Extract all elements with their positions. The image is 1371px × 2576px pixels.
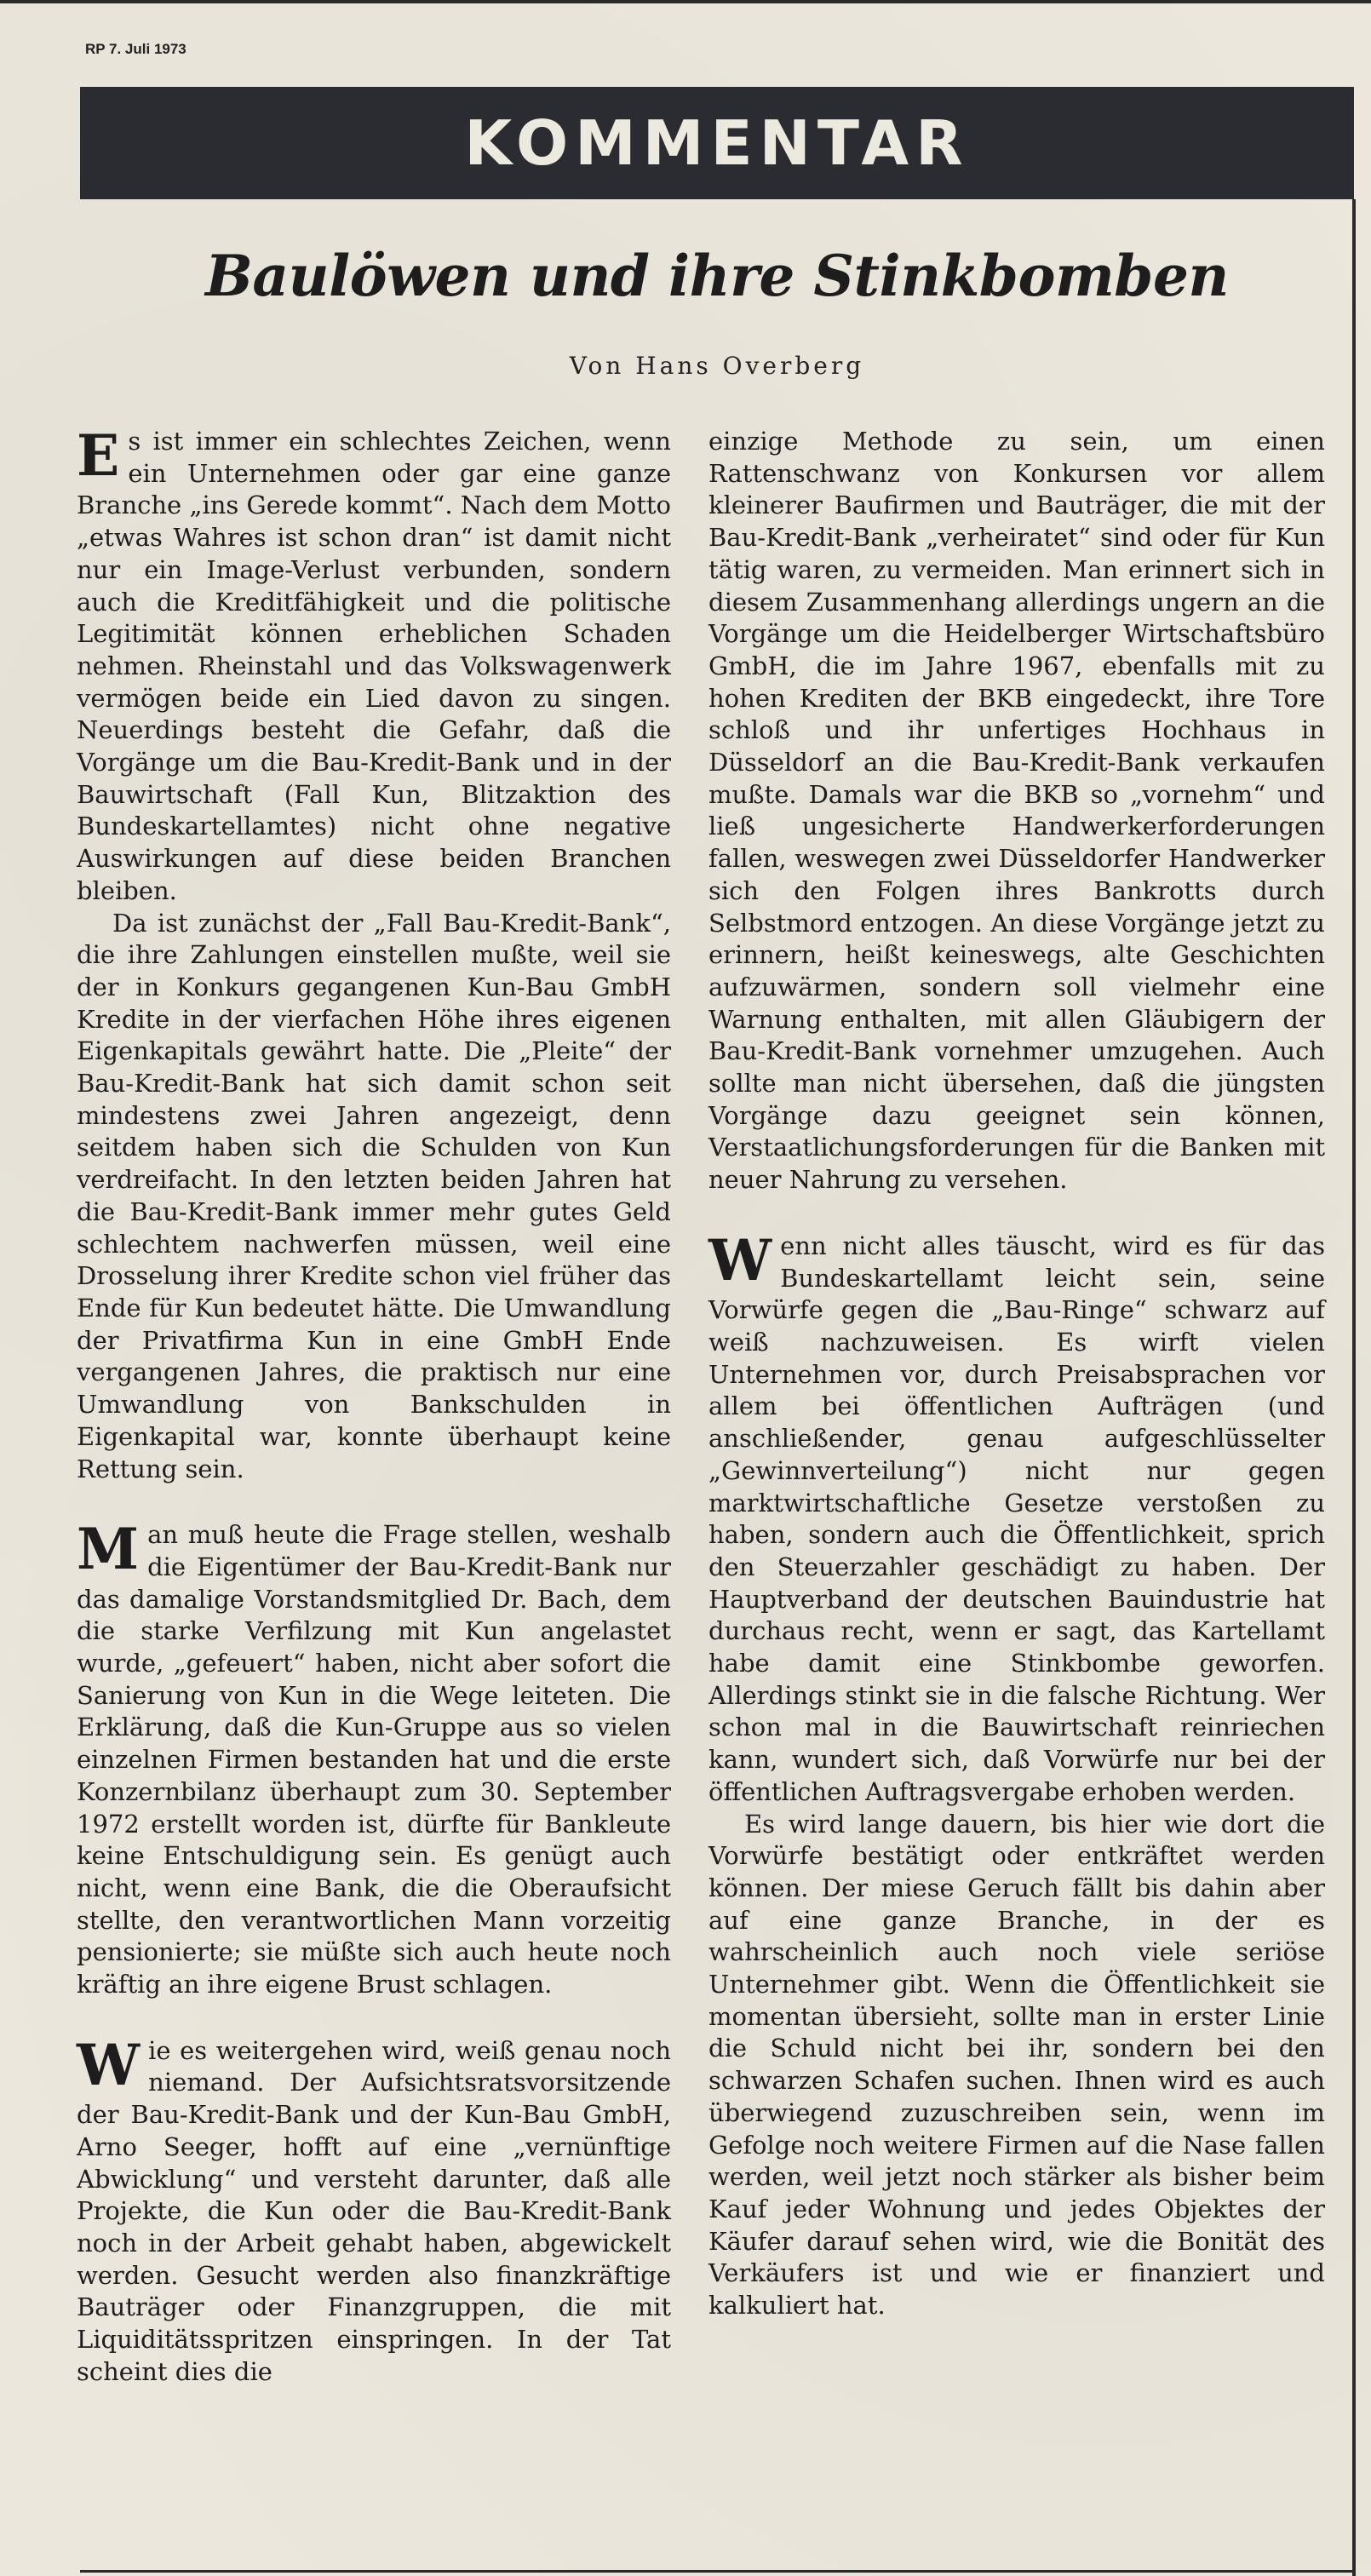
paragraph-text: Da ist zunächst der „Fall Bau-Kredit-Bank“, die ihre Zahlungen einstellen mußte, weil sie der in Konkurs gegangenen Kun-Bau GmbH Kredite in der vierfachen Höhe ihres eigenen Eigenkapitals gewährt hatte. Die „Pleite“ der Bau-Kredit-Bank hat sich damit schon seit mindestens zwei Jahren angezeigt, denn seitdem haben sich die Schulden von Kun verdreifacht. In den letzten beiden Jahren hat die Bau-Kredit-Bank immer mehr gutes Geld schlechtem nachwerfen müssen, weil eine Drosselung ihrer Kredite schon viel früher das Ende für Kun bedeutet hätte. Die Umwandlung der Privatfirma Kun in eine GmbH Ende vergangenen Jahres, die praktisch nur eine Umwandlung von Bankschulden in Eigenkapital war, konnte überhaupt keine Rettung sein. <box>77 908 671 1483</box>
paragraph <box>77 2031 671 2389</box>
section-banner <box>80 87 1354 199</box>
frame-right-rule <box>1352 199 1356 2576</box>
drop-cap: W <box>708 1226 772 1294</box>
paragraph-text: an muß heute die Frage stellen, weshalb die Eigentümer der Bau-Kredit-Bank nur das damalige Vorstandsmitglied Dr. Bach, dem die starke Verfilzung mit Kun angelastet wurde, „gefeuert“ haben, nicht aber sofort die Sanierung von Kun in die Wege leiteten. Die Erklärung, daß die Kun-Gruppe aus so vielen einzelnen Firmen bestanden hat und die erste Konzernbilanz überhaupt zum 30. September 1972 erstellt worden ist, dürfte für Bankleute keine Entschuldigung sein. Es genügt auch nicht, wenn eine Bank, die die Oberaufsicht stellte, den verantwortlichen Mann vorzeitig pensionierte; sie müßte sich auch heute noch kräftig an ihre eigene Brust schlagen. <box>77 1520 671 1999</box>
paragraph <box>77 1516 671 2001</box>
paragraph <box>708 1809 1325 2322</box>
paragraph-text: s ist immer ein schlechtes Zeichen, wenn ein Unternehmen oder gar eine ganze Branche „ins Gerede kommt“. Nach dem Motto „etwas Wahres ist schon dran“ ist damit nicht nur ein Image-Verlust verbunden, sondern auch die Kreditfähigkeit und die politische Legitimität können erheblichen Schaden nehmen. Rheinstahl und das Volkswagenwerk vermögen beide ein Lied davon zu singen. Neuerdings besteht die Gefahr, daß die Vorgänge um die Bau-Kredit-Bank und in der Bauwirtschaft (Fall Kun, Blitzaktion des Bundeskartellamtes) nicht ohne negative Auswirkungen auf diese beiden Branchen bleiben. <box>77 427 671 905</box>
drop-cap: W <box>77 2031 141 2098</box>
top-rule <box>0 0 1371 3</box>
drop-cap: M <box>77 1516 140 1583</box>
left-column <box>77 422 671 2388</box>
right-column <box>708 426 1325 2322</box>
paragraph <box>708 426 1325 1196</box>
paragraph-text: einzige Methode zu sein, um einen Rattenschwanz von Konkursen vor allem kleinerer Baufirmen und Bauträger, die mit der Bau-Kredit-Bank „verheiratet“ sind oder für Kun tätig waren, zu vermeiden. Man erinnert sich in diesem Zusammenhang allerdings ungern an die Vorgänge um die Heidelberger Wirtschaftsbüro GmbH, die im Jahre 1967, ebenfalls mit zu hohen Krediten der BKB eingedeckt, ihre Tore schloß und ihr unfertiges Hochhaus in Düsseldorf an die Bau-Kredit-Bank verkaufen mußte. Damals war die BKB so „vornehm“ und ließ ungesicherte Handwerkerforderungen fallen, weswegen zwei Düsseldorfer Handwerker sich den Folgen ihres Bankrotts durch Selbstmord entzogen. An diese Vorgänge jetzt zu erinnern, heißt keineswegs, alte Geschichten aufzuwärmen, sondern soll vielmehr eine Warnung enthalten, mit allen Gläubigern der Bau-Kredit-Bank vornehmer umzugehen. Auch sollte man nicht übersehen, daß die jüngsten Vorgänge dazu geeignet sein können, Verstaatlichungsforderungen für die Banken mit neuer Nahrung zu versehen. <box>708 427 1325 1195</box>
paragraph-text: ie es weitergehen wird, weiß genau noch niemand. Der Aufsichtsratsvorsitzende der Bau-Kredit-Bank und der Kun-Bau GmbH, Arno Seeger, hofft auf eine „vernünftige Abwicklung“ und versteht darunter, daß alle Projekte, die Kun oder die Bau-Kredit-Bank noch in der Arbeit gehabt haben, abgewickelt werden. Gesucht werden also finanzkräftige Bauträger oder Finanzgruppen, die mit Liquiditätsspritzen einspringen. In der Tat scheint dies die <box>77 2035 671 2386</box>
paragraph-text: enn nicht alles täuscht, wird es für das Bundeskartellamt leicht sein, seine Vorwürfe gegen die „Bau-Ringe“ schwarz auf weiß nachzuweisen. Es wirft vielen Unternehmen vor, durch Preisabsprachen vor allem bei öffentlichen Aufträgen (und anschließender, genau aufgeschlüsselter „Gewinnverteilung“) nicht nur gegen marktwirtschaftliche Gesetze verstoßen zu haben, sondern auch die Öffentlichkeit, sprich den Steuerzahler geschädigt zu haben. Der Hauptverband der deutschen Bauindustrie hat durchaus recht, wenn er sagt, das Kartellamt habe damit eine Stinkbombe geworfen. Allerdings stinkt sie in die falsche Richtung. Wer schon mal in die Bauwirtschaft reinriechen kann, wundert sich, daß Vorwürfe nur bei der öffentlichen Auftragsvergabe erhoben werden. <box>708 1231 1325 1806</box>
paragraph <box>77 422 671 908</box>
bottom-rule <box>80 2570 1354 2573</box>
dateline: RP 7. Juli 1973 <box>85 41 186 57</box>
section-banner-label: KOMMENTAR <box>464 107 970 179</box>
drop-cap: E <box>77 422 120 489</box>
paragraph <box>77 908 671 1486</box>
paragraph-text: Es wird lange dauern, bis hier wie dort die Vorwürfe bestätigt oder entkräftet werden können. Der miese Geruch fällt bis dahin aber auf eine ganze Branche, in der es wahrscheinlich auch noch viele seriöse Unternehmer gibt. Wenn die Öffentlichkeit sie momentan übersieht, sollte man in erster Linie die Schuld nicht bei ihr, sondern bei den schwarzen Schafen suchen. Ihnen wird es auch überwiegend zuzuschreiben sein, wenn im Gefolge noch weitere Firmen auf die Nase fallen werden, weil jetzt noch stärker als bisher beim Kauf jeder Wohnung und jedes Objektes der Käufer darauf sehen wird, wie die Bonität des Verkäufers ist und wie er finanziert und kalkuliert hat. <box>708 1809 1325 2321</box>
article-headline: Baulöwen und ihre Stinkbomben <box>205 243 1229 309</box>
article-byline: Von Hans Overberg <box>569 352 865 380</box>
paragraph <box>708 1226 1325 1809</box>
